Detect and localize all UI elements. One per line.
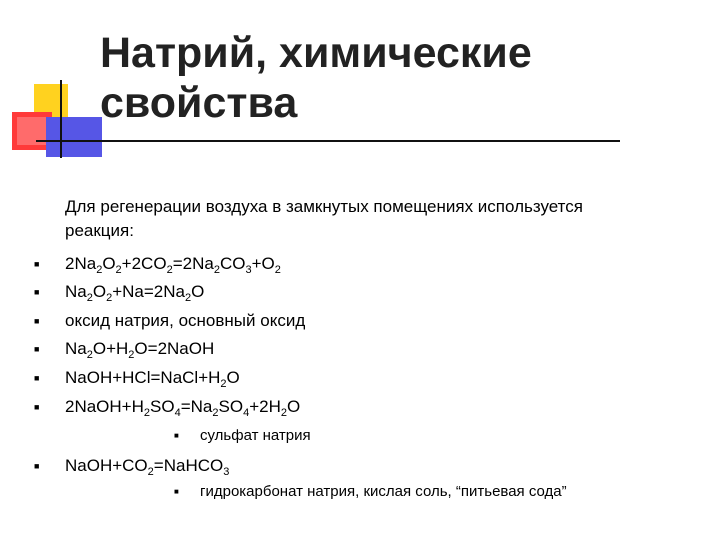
formula-text: NaOH+HCl=NaCl+H	[65, 368, 221, 387]
bullet-marker: ■	[34, 373, 40, 383]
slide-title: Натрий, химические свойства	[100, 29, 532, 127]
list-item-equation-3	[65, 338, 214, 360]
formula-text: SO	[150, 397, 175, 416]
formula-text: NaOH+CO	[65, 456, 148, 475]
formula-text: +O	[251, 254, 275, 273]
formula-text: =Na	[180, 397, 213, 416]
formula-text: O	[191, 282, 205, 301]
formula-text: O=2NaOH	[134, 339, 215, 358]
subscript: 2	[212, 407, 219, 419]
sub-item-sulfate: сульфат натрия	[200, 427, 311, 444]
formula-text: 2NaOH+H	[65, 397, 144, 416]
list-item-oxide-type	[65, 310, 305, 332]
subscript: 2	[128, 349, 135, 361]
sub-bullet-marker: ■	[174, 487, 179, 496]
subscript: 2	[213, 264, 220, 276]
formula-text: O	[226, 368, 240, 387]
formula-text: SO	[218, 397, 244, 416]
intro-line-1: Для регенерации воздуха в замкнутых помещениях используется	[65, 197, 583, 216]
list-item-equation-6	[65, 455, 229, 477]
subscript: 2	[166, 264, 173, 276]
bullet-marker: ■	[34, 461, 40, 471]
deco-blue-square	[46, 117, 102, 157]
subscript: 2	[106, 292, 113, 304]
subscript: 2	[220, 378, 227, 390]
formula-text: O	[102, 254, 116, 273]
formula-text: +Na=2Na	[112, 282, 185, 301]
formula-text: +2H	[249, 397, 281, 416]
subscript: 2	[147, 466, 154, 478]
subscript: 2	[86, 292, 93, 304]
formula-text: O	[286, 397, 301, 416]
list-item-equation-4	[65, 367, 240, 389]
subscript: 4	[243, 407, 250, 419]
sub-bullet-marker: ■	[174, 431, 179, 440]
formula-text: 2Na	[65, 254, 97, 273]
formula-text: =NaHCO	[153, 456, 224, 475]
subscript: 2	[96, 264, 103, 276]
bullet-marker: ■	[34, 344, 40, 354]
bullet-marker: ■	[34, 316, 40, 326]
intro-line-2: реакция:	[65, 221, 134, 240]
formula-text: =2Na	[172, 254, 214, 273]
subscript: 2	[185, 292, 192, 304]
formula-text: O+H	[92, 339, 129, 358]
subscript: 3	[223, 466, 230, 478]
deco-horizontal-line	[36, 140, 620, 142]
sub-item-bicarbonate: гидрокарбонат натрия, кислая соль, “питьевая сода”	[200, 483, 567, 500]
list-item-equation-2	[65, 281, 204, 303]
subscript: 2	[274, 264, 281, 276]
formula-text: +2CO	[121, 254, 167, 273]
bullet-marker: ■	[34, 287, 40, 297]
formula-text: Na	[65, 339, 87, 358]
formula-text: Na	[65, 282, 87, 301]
subscript: 2	[280, 407, 287, 419]
subscript: 4	[174, 407, 181, 419]
formula-text: оксид натрия, основный оксид	[65, 311, 306, 330]
subscript: 2	[115, 264, 122, 276]
deco-vertical-line	[60, 80, 62, 158]
subscript: 2	[86, 349, 93, 361]
formula-text: CO	[219, 254, 246, 273]
bullet-marker: ■	[34, 259, 40, 269]
list-item-equation-5	[65, 396, 300, 418]
bullet-marker: ■	[34, 402, 40, 412]
formula-text: O	[92, 282, 107, 301]
list-item-equation-1	[65, 253, 281, 275]
subscript: 3	[245, 264, 252, 276]
subscript: 2	[143, 407, 151, 419]
